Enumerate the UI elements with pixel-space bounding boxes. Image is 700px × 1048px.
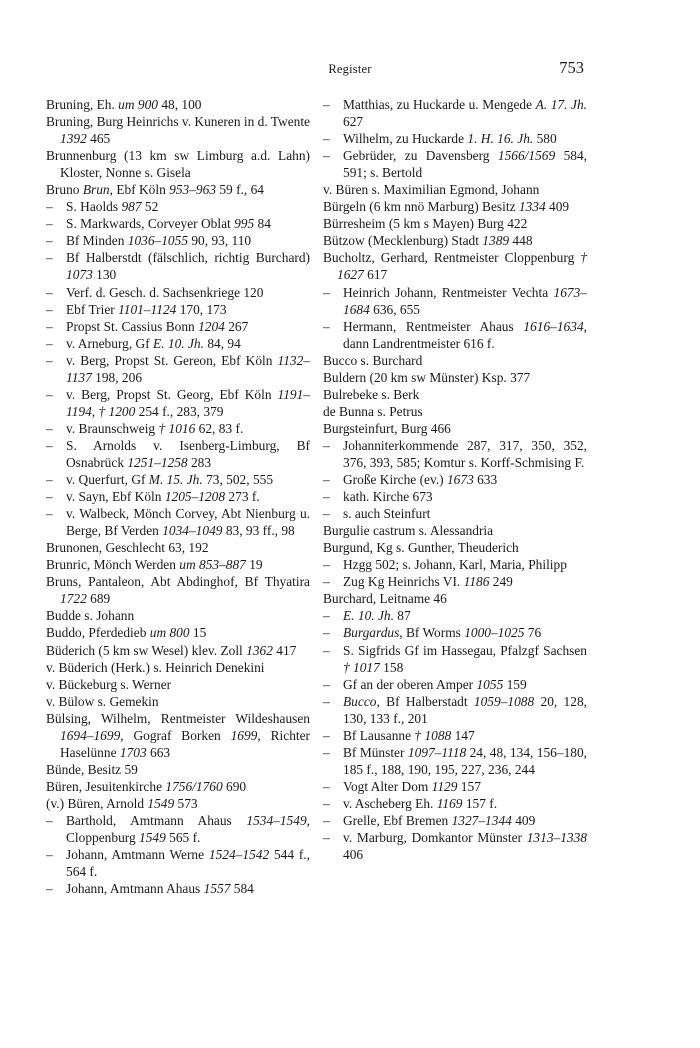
- subentry-dash: –: [46, 489, 53, 505]
- entry-text: 565 f.: [165, 830, 201, 846]
- entry-text: 580: [533, 131, 557, 147]
- entry-text: Matthias, zu Huckarde u. Mengede: [343, 97, 536, 112]
- entry-text: S. Sigfrids Gf im Hassegau, Pfalzgf Sachsen: [343, 642, 587, 658]
- entry-text: Buddo, Pferdedieb: [46, 625, 150, 641]
- entry-italic-text: 1313–1338: [526, 830, 587, 846]
- entry-text: S. Markwards, Corveyer Oblat: [66, 216, 235, 232]
- entry-text: (v.) Büren, Arnold: [46, 795, 148, 811]
- entry-italic-text: um 800: [149, 625, 190, 641]
- entry-italic-text: 1132–1137: [66, 352, 310, 385]
- subentry-dash: –: [323, 557, 330, 573]
- index-subentry: [46, 318, 310, 335]
- index-subentry: [46, 488, 310, 505]
- index-entry: [323, 249, 587, 283]
- entry-italic-text: 1101–1124: [118, 301, 177, 317]
- index-entry: [46, 181, 310, 198]
- index-subentry: [46, 215, 310, 232]
- index-subentry: [323, 693, 587, 727]
- index-entry: [46, 693, 310, 710]
- entry-text: , Bf Worms: [399, 625, 465, 641]
- index-subentry: [323, 744, 587, 778]
- entry-text: 617: [363, 267, 388, 283]
- subentry-dash: –: [323, 284, 330, 300]
- entry-text: Bf Lausanne: [343, 727, 415, 743]
- entry-text: 24, 48, 134, 156–180, 185 f., 188, 190, 195, 227, 236, 244: [343, 744, 588, 777]
- entry-text: Bulrebeke s. Berk: [323, 386, 420, 402]
- entry-text: 87: [393, 608, 411, 624]
- entry-text: Heinrich Johann, Rentmeister Vechta: [343, 284, 554, 300]
- entry-text: v. Bülow s. Gemekin: [46, 693, 159, 709]
- entry-italic-text: † 1627: [337, 250, 587, 283]
- index-subentry: [323, 812, 587, 829]
- entry-text: Bützow (Mecklenburg) Stadt: [323, 233, 483, 249]
- entry-text: Johanniterkommende 287, 317, 350, 352, 376, 393, 585; Komtur s. Korff-Schmising F.: [343, 437, 587, 470]
- entry-italic-text: 1703: [119, 744, 147, 760]
- entry-text: 254 f., 283, 379: [135, 403, 224, 419]
- index-subentry: [46, 505, 310, 539]
- index-entry: [323, 386, 587, 403]
- entry-text: 198, 206: [91, 369, 143, 385]
- entry-text: 690: [222, 778, 247, 794]
- entry-italic-text: Bucco: [343, 693, 377, 709]
- entry-text: s. auch Steinfurt: [343, 506, 431, 522]
- entry-text: 159: [503, 676, 527, 692]
- entry-italic-text: 1694–1699: [60, 727, 121, 743]
- entry-text: 158: [379, 659, 404, 675]
- entry-text: Bf Minden: [66, 233, 128, 249]
- entry-italic-text: 1524–1542: [208, 847, 270, 863]
- entry-text: v. Sayn, Ebf Köln: [66, 489, 165, 505]
- entry-text: 627: [343, 114, 364, 130]
- index-subentry: [323, 437, 587, 471]
- entry-text: v. Büren s. Maximilian Egmond, Johann: [323, 182, 540, 198]
- index-entry: [46, 113, 310, 147]
- entry-text: 417: [272, 642, 297, 658]
- subentry-dash: –: [323, 574, 330, 590]
- entry-italic-text: 1334: [518, 199, 546, 215]
- entry-italic-text: 1616–1634: [523, 318, 584, 334]
- entry-text: 147: [451, 727, 475, 743]
- entry-text: 52: [141, 199, 159, 215]
- index-entry: [323, 403, 587, 420]
- entry-italic-text: 1059–1088: [473, 693, 535, 709]
- entry-italic-text: A. 17. Jh.: [535, 97, 587, 112]
- entry-text: Burgsteinfurt, Burg 466: [323, 420, 451, 436]
- entry-italic-text: 1000–1025: [464, 625, 525, 641]
- index-entry: [323, 539, 587, 556]
- entry-text: Bf Münster: [343, 744, 408, 760]
- entry-italic-text: 1055: [476, 676, 504, 692]
- subentry-dash: –: [323, 437, 330, 453]
- entry-text: v. Bückeburg s. Werner: [46, 676, 172, 692]
- index-entry: [46, 710, 310, 761]
- index-subentry: [323, 676, 587, 693]
- entry-text: Budde s. Johann: [46, 608, 135, 624]
- index-subentry: [46, 335, 310, 352]
- entry-italic-text: 1036–1055: [127, 233, 189, 249]
- entry-italic-text: 1392: [60, 131, 87, 147]
- index-subentry: [46, 284, 310, 301]
- index-subentry: [323, 642, 587, 676]
- entry-text: v. Berg, Propst St. Georg, Ebf Köln: [66, 386, 278, 402]
- entry-text: Hzgg 502; s. Johann, Karl, Maria, Philipp: [343, 557, 567, 573]
- subentry-dash: –: [46, 881, 53, 897]
- entry-text: 130: [92, 267, 117, 283]
- entry-text: 62, 83 f.: [195, 420, 244, 436]
- entry-text: 544 f., 564 f.: [66, 847, 311, 880]
- index-subentry: [46, 420, 310, 437]
- index-entry: [46, 624, 310, 641]
- index-subentry: [323, 573, 587, 590]
- entry-text: Bruno: [46, 182, 83, 198]
- entry-text: Verf. d. Gesch. d. Sachsenkriege 120: [66, 284, 264, 300]
- subentry-dash: –: [46, 420, 53, 436]
- entry-text: Brunric, Mönch Werden: [46, 557, 180, 573]
- index-subentry: [323, 624, 587, 641]
- entry-italic-text: 1097–1118: [407, 744, 467, 760]
- subentry-dash: –: [323, 727, 330, 743]
- subentry-dash: –: [46, 318, 53, 334]
- subentry-dash: –: [323, 506, 330, 522]
- index-subentry: [46, 352, 310, 386]
- entry-text: Barthold, Amtmann Ahaus: [66, 812, 247, 828]
- entry-italic-text: 1362: [246, 642, 273, 658]
- index-subentry: [46, 880, 310, 897]
- entry-text: 409: [545, 199, 570, 215]
- index-subentry: [323, 96, 587, 130]
- index-entry: [46, 761, 310, 778]
- entry-text: Burgund, Kg s. Gunther, Theuderich: [323, 540, 519, 556]
- entry-text: , Gograf Borken: [120, 727, 231, 743]
- entry-text: 76: [524, 625, 542, 641]
- subentry-dash: –: [323, 148, 330, 164]
- entry-italic-text: 1204: [198, 318, 225, 334]
- entry-italic-text: 995: [234, 216, 255, 232]
- entry-italic-text: 1756/1760: [165, 778, 223, 794]
- index-subentry: [46, 249, 310, 283]
- entry-italic-text: E. 10. Jh.: [343, 608, 394, 624]
- index-entry: [46, 659, 310, 676]
- entry-text: Bucco s. Burchard: [323, 352, 423, 368]
- entry-italic-text: 1251–1258: [127, 454, 188, 470]
- index-subentry: [46, 437, 310, 471]
- entry-text: Bf Halberstdt (fälschlich, richtig Burchard): [66, 250, 310, 266]
- entry-text: 267: [224, 318, 249, 334]
- entry-text: 636, 655: [369, 301, 420, 317]
- entry-text: S. Haolds: [66, 199, 122, 215]
- entry-text: Bürresheim (5 km s Mayen) Burg 422: [323, 216, 528, 232]
- subentry-dash: –: [323, 812, 330, 828]
- entry-text: 283: [187, 454, 212, 470]
- entry-italic-text: M. 15. Jh.: [148, 472, 203, 488]
- index-subentry: [46, 301, 310, 318]
- entry-text: 584, 591; s. Bertold: [343, 148, 588, 181]
- entry-italic-text: 1205–1208: [164, 489, 226, 505]
- entry-text: , Cloppenburg: [66, 812, 310, 846]
- subentry-dash: –: [323, 472, 330, 488]
- entry-text: Propst St. Cassius Bonn: [66, 318, 199, 334]
- entry-text: Gebrüder, zu Davensberg: [343, 148, 498, 164]
- entry-italic-text: E. 10. Jh.: [153, 335, 204, 351]
- index-entry: [46, 676, 310, 693]
- index-entry: [323, 232, 587, 249]
- entry-text: Bürgeln (6 km nnö Marburg) Besitz: [323, 199, 519, 215]
- subentry-dash: –: [46, 812, 53, 828]
- entry-text: Brunonen, Geschlecht 63, 192: [46, 540, 209, 556]
- subentry-dash: –: [323, 318, 330, 334]
- entry-text: Bruns, Pantaleon, Abt Abdinghof, Bf Thyatira: [46, 574, 310, 590]
- subentry-dash: –: [323, 97, 330, 112]
- index-subentry: [323, 318, 587, 352]
- index-subentry: [323, 607, 587, 624]
- entry-text: 633: [473, 472, 498, 488]
- entry-text: Johann, Amtmann Werne: [66, 847, 209, 863]
- entry-text: 249: [489, 574, 513, 590]
- entry-text: 84, 94: [203, 335, 241, 351]
- index-entry: [323, 590, 587, 607]
- entry-text: v. Walbeck, Mönch Corvey, Abt Nienburg u. Berge, Bf Verden: [66, 506, 310, 539]
- entry-italic-text: † 1088: [414, 727, 452, 743]
- subentry-dash: –: [46, 284, 53, 300]
- index-subentry: [46, 386, 310, 420]
- entry-text: Große Kirche (ev.): [343, 472, 447, 488]
- index-entry: [46, 795, 310, 812]
- subentry-dash: –: [323, 795, 330, 811]
- entry-italic-text: 1129: [431, 778, 458, 794]
- index-subentry: [323, 778, 587, 795]
- entry-italic-text: Brun: [82, 182, 110, 198]
- entry-text: 448: [509, 233, 533, 249]
- entry-text: 465: [86, 131, 111, 147]
- entry-italic-text: 1549: [139, 830, 166, 846]
- running-header: Register: [328, 62, 372, 76]
- entry-text: Johann, Amtmann Ahaus: [66, 881, 204, 897]
- subentry-dash: –: [46, 335, 53, 351]
- subentry-dash: –: [46, 250, 53, 266]
- subentry-dash: –: [46, 506, 53, 522]
- entry-text: 409: [511, 812, 536, 828]
- subentry-dash: –: [323, 693, 330, 709]
- entry-italic-text: 1169: [436, 795, 463, 811]
- entry-italic-text: 1073: [66, 267, 93, 283]
- index-subentry: [46, 198, 310, 215]
- entry-text: 573: [174, 795, 198, 811]
- entry-text: 20, 128, 130, 133 f., 201: [343, 693, 587, 726]
- entry-text: v. Braunschweig: [66, 420, 159, 436]
- entry-italic-text: 1191–1194, † 1200: [66, 386, 310, 419]
- subentry-dash: –: [46, 386, 53, 402]
- subentry-dash: –: [46, 199, 53, 215]
- subentry-dash: –: [46, 352, 53, 368]
- index-entry: [46, 147, 310, 181]
- entry-italic-text: 1557: [203, 881, 231, 897]
- entry-italic-text: Burgardus: [343, 625, 400, 641]
- entry-text: Hermann, Rentmeister Ahaus: [343, 318, 524, 334]
- subentry-dash: –: [323, 625, 330, 641]
- index-entry: [46, 642, 310, 659]
- entry-italic-text: 1. H. 16. Jh.: [467, 131, 534, 147]
- entry-italic-text: um 853–887: [179, 557, 246, 573]
- index-entry: [46, 607, 310, 624]
- index-subentry: [323, 829, 587, 863]
- entry-text: Bünde, Besitz 59: [46, 761, 138, 777]
- entry-italic-text: 1566/1569: [497, 148, 556, 164]
- entry-text: 689: [86, 591, 111, 607]
- index-subentry: [323, 556, 587, 573]
- subentry-dash: –: [323, 608, 330, 624]
- entry-text: Brunnenburg (13 km sw Limburg a.d. Lahn) Kloster, Nonne s. Gisela: [46, 148, 310, 181]
- entry-text: 157 f.: [462, 795, 498, 811]
- entry-text: 90, 93, 110: [188, 233, 252, 249]
- entry-italic-text: 953–963: [169, 182, 217, 198]
- index-subentry: [323, 488, 587, 505]
- index-subentry: [46, 812, 310, 846]
- entry-text: 663: [146, 744, 171, 760]
- entry-text: v. Büderich (Herk.) s. Heinrich Denekini: [46, 659, 265, 675]
- index-entry: [323, 369, 587, 386]
- index-entry: [323, 181, 587, 198]
- entry-text: v. Berg, Propst St. Gereon, Ebf Köln: [66, 352, 278, 368]
- entry-text: Grelle, Ebf Bremen: [343, 812, 452, 828]
- index-subentry: [46, 232, 310, 249]
- entry-italic-text: 1034–1049: [162, 523, 223, 539]
- index-subentry: [46, 846, 310, 880]
- index-entry: [46, 556, 310, 573]
- index-entry: [46, 778, 310, 795]
- index-entry: [46, 573, 310, 607]
- index-entry: [323, 522, 587, 539]
- index-column-right: [323, 96, 587, 863]
- entry-text: Zug Kg Heinrichs VI.: [343, 574, 464, 590]
- index-subentry: [323, 471, 587, 488]
- entry-italic-text: † 1017: [343, 659, 380, 675]
- entry-text: Bruning, Eh.: [46, 97, 119, 112]
- entry-text: Burchard, Leitname 46: [323, 591, 447, 607]
- index-subentry: [323, 795, 587, 812]
- subentry-dash: –: [323, 830, 330, 846]
- index-subentry: [323, 505, 587, 522]
- entry-text: v. Ascheberg Eh.: [343, 795, 437, 811]
- entry-italic-text: 1186: [463, 574, 490, 590]
- subentry-dash: –: [323, 489, 330, 505]
- entry-text: Burgulie castrum s. Alessandria: [323, 523, 494, 539]
- entry-text: , Ebf Köln: [109, 182, 170, 198]
- index-subentry: [323, 727, 587, 744]
- entry-italic-text: um 900: [118, 97, 158, 112]
- entry-text: Vogt Alter Dom: [343, 778, 432, 794]
- entry-text: Bruning, Burg Heinrichs v. Kuneren in d. Twente: [46, 114, 310, 130]
- entry-text: 157: [457, 778, 481, 794]
- entry-text: 584: [230, 881, 254, 897]
- entry-text: , dann Landrentmeister 616 f.: [343, 318, 587, 351]
- entry-text: de Bunna s. Petrus: [323, 403, 423, 419]
- index-entry: [323, 198, 587, 215]
- index-subentry: [323, 284, 587, 318]
- entry-text: kath. Kirche 673: [343, 489, 433, 505]
- entry-text: Gf an der oberen Amper: [343, 676, 477, 692]
- entry-text: Büderich (5 km sw Wesel) klev. Zoll: [46, 642, 247, 658]
- entry-italic-text: † 1016: [158, 420, 196, 436]
- entry-italic-text: 1673: [446, 472, 474, 488]
- entry-text: , Richter Haselünne: [60, 727, 311, 760]
- entry-text: v. Arneburg, Gf: [66, 335, 154, 351]
- entry-text: , Bf Halberstadt: [376, 693, 474, 709]
- entry-text: 73, 502, 555: [202, 472, 274, 488]
- subentry-dash: –: [323, 744, 330, 760]
- subentry-dash: –: [46, 301, 53, 317]
- entry-italic-text: 1699: [230, 727, 258, 743]
- entry-italic-text: 1389: [482, 233, 510, 249]
- index-entry: [46, 539, 310, 556]
- entry-text: v. Marburg, Domkantor Münster: [343, 830, 527, 846]
- entry-italic-text: 1534–1549: [246, 812, 307, 828]
- entry-text: 19: [245, 557, 263, 573]
- entry-text: 170, 173: [176, 301, 227, 317]
- entry-text: 406: [343, 847, 364, 863]
- index-entry: [46, 96, 310, 113]
- entry-italic-text: 1722: [60, 591, 87, 607]
- subentry-dash: –: [46, 437, 53, 453]
- entry-italic-text: 1327–1344: [451, 812, 512, 828]
- entry-text: 84: [254, 216, 271, 232]
- entry-text: 83, 93 ff., 98: [222, 523, 295, 539]
- entry-italic-text: 1549: [147, 795, 175, 811]
- index-entry: [323, 420, 587, 437]
- entry-text: Bucholtz, Gerhard, Rentmeister Cloppenburg: [323, 250, 581, 266]
- subentry-dash: –: [323, 676, 330, 692]
- entry-italic-text: 1673–1684: [343, 284, 587, 317]
- entry-text: Ebf Trier: [66, 301, 119, 317]
- index-subentry: [323, 147, 587, 181]
- entry-text: 15: [189, 625, 207, 641]
- page-number: 753: [559, 58, 584, 77]
- subentry-dash: –: [46, 847, 53, 863]
- entry-text: S. Arnolds v. Isenberg-Limburg, Bf Osnabrück: [66, 437, 310, 470]
- subentry-dash: –: [46, 216, 53, 232]
- entry-text: Bülsing, Wilhelm, Rentmeister Wildeshausen: [46, 710, 310, 726]
- subentry-dash: –: [323, 131, 330, 147]
- index-subentry: [46, 471, 310, 488]
- entry-text: 48, 100: [157, 97, 202, 112]
- index-column-left: [46, 96, 310, 897]
- entry-text: Wilhelm, zu Huckarde: [343, 131, 468, 147]
- entry-text: 273 f.: [225, 489, 260, 505]
- subentry-dash: –: [46, 233, 53, 249]
- entry-italic-text: 987: [121, 199, 142, 215]
- index-entry: [323, 215, 587, 232]
- index-subentry: [323, 130, 587, 147]
- entry-text: Büren, Jesuitenkirche: [46, 778, 166, 794]
- entry-text: v. Querfurt, Gf: [66, 472, 149, 488]
- subentry-dash: –: [323, 642, 330, 658]
- subentry-dash: –: [323, 778, 330, 794]
- subentry-dash: –: [46, 472, 53, 488]
- entry-text: Buldern (20 km sw Münster) Ksp. 377: [323, 369, 531, 385]
- entry-text: 59 f., 64: [216, 182, 264, 198]
- index-entry: [323, 352, 587, 369]
